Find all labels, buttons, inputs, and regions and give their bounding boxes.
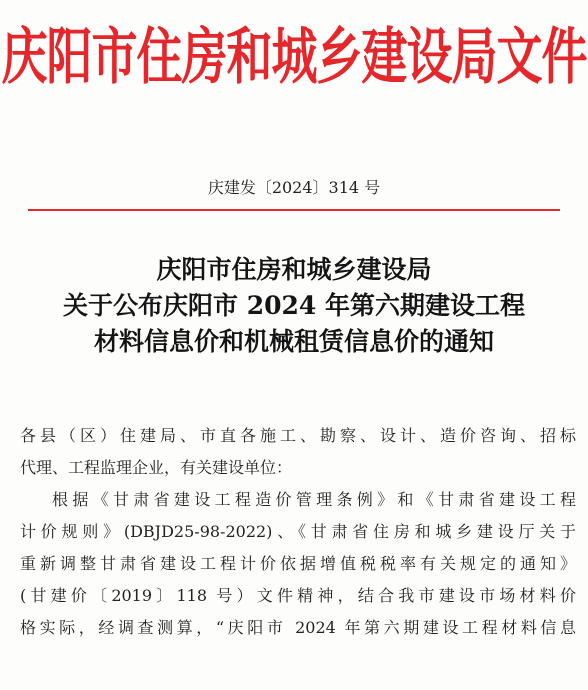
document-number: 庆建发〔2024〕314 号 [207, 178, 381, 197]
notice-body [20, 420, 576, 644]
body-line-paragraph-start: 根据《甘肃省建设工程造价管理条例》和《甘肃省建设工程 [52, 490, 576, 509]
body-line: 格实际，经调查测算，“庆阳市 2024 年第六期建设工程材料信息 [20, 618, 576, 637]
body-line-addressees: 各县（区）住建局、市直各施工、勘察、设计、造价咨询、招标 [20, 426, 576, 445]
body-line: 重新调整甘肃省建设工程计价依据增值税税率有关规定的通知》 [20, 554, 576, 573]
red-divider-rule [28, 209, 560, 211]
notice-title-line-2: 关于公布庆阳市 2024 年第六期建设工程 [63, 291, 525, 320]
body-line: (甘建价〔2019〕118 号）文件精神，结合我市建设市场材料价 [20, 586, 576, 605]
notice-title-line-3: 材料信息价和机械租赁信息价的通知 [93, 327, 494, 356]
body-line-addressees-cont: 代理、工程监理企业，有关建设单位： [20, 458, 293, 477]
notice-title-line-1: 庆阳市住房和城乡建设局 [156, 255, 432, 284]
notice-title [0, 252, 588, 360]
body-line: 计价规则》(DBJD25-98-2022)、《甘肃省住房和城乡建设厅关于 [20, 522, 576, 541]
issuer-header-title: 庆阳市住房和城乡建设局文件 [1, 20, 587, 92]
